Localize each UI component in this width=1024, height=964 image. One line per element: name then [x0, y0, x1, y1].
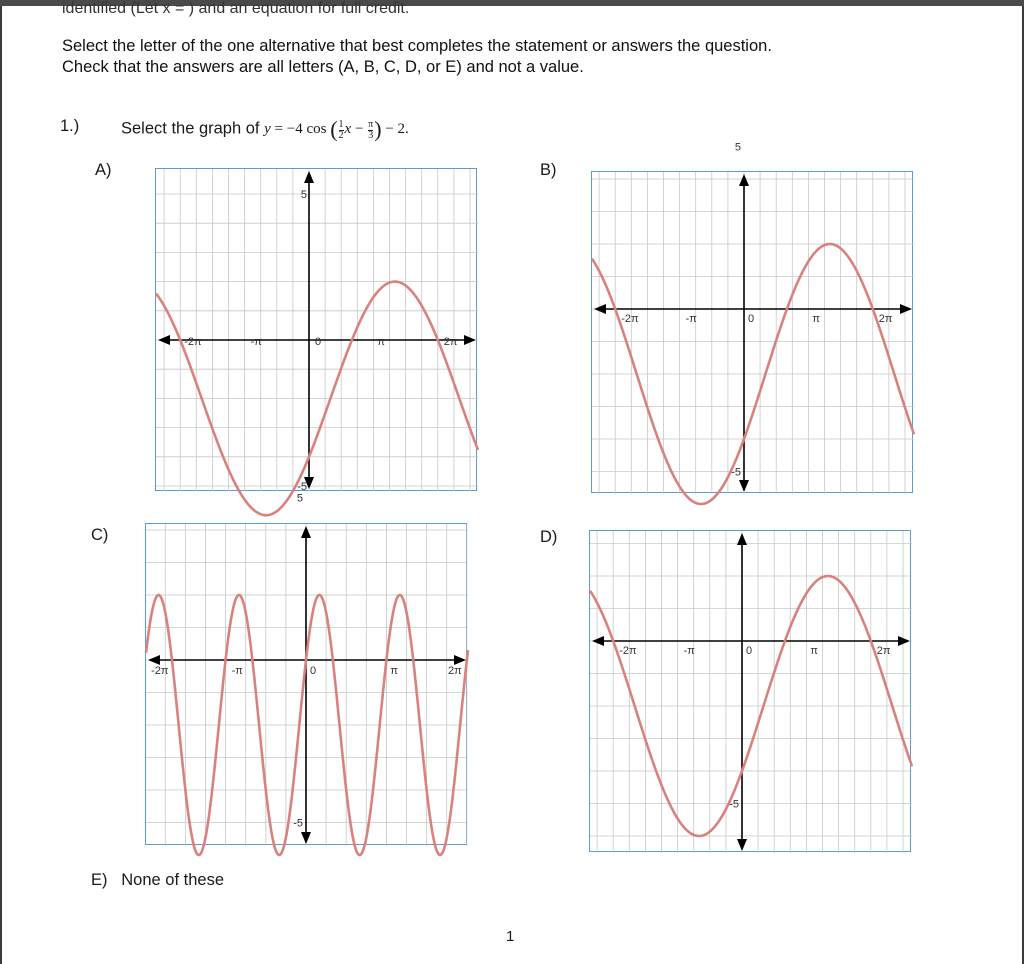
y-tick-label: 5	[734, 141, 741, 154]
x-axis-arrow-left	[594, 304, 606, 314]
x-tick-label: 2π	[876, 645, 891, 657]
eq-fraction-2	[368, 120, 373, 141]
option-d-plot	[590, 531, 912, 853]
eq-frac2-num: π	[368, 118, 374, 130]
grid	[592, 172, 914, 494]
y-axis-arrow-up	[301, 526, 311, 538]
x-tick-label: π	[377, 336, 385, 348]
x-tick-label: 0	[746, 645, 753, 657]
x-axis-arrow-right	[454, 655, 466, 665]
x-axis-arrow-left	[148, 655, 160, 665]
option-a-label[interactable]: A)	[95, 161, 112, 179]
x-tick-label: 2π	[443, 336, 458, 348]
x-tick-label: -2π	[621, 313, 639, 325]
eq-fraction-1	[339, 120, 344, 141]
page-number: 1	[506, 928, 515, 945]
option-a-plot	[156, 169, 478, 492]
option-a-graph[interactable]	[155, 168, 477, 491]
x-tick-label: -2π	[184, 336, 202, 348]
x-tick-label: -π	[683, 645, 695, 657]
option-d-label[interactable]: D)	[540, 528, 558, 546]
eq-frac1-num: 1	[338, 118, 344, 130]
eq-minus: −	[351, 121, 368, 138]
y-axis-arrow-up	[304, 171, 314, 183]
option-e[interactable]	[91, 871, 224, 890]
y-axis-arrow-down	[737, 839, 747, 851]
instruction-line-2: Check that the answers are all letters (A, B, C, D, or E) and not a value.	[62, 58, 584, 76]
eq-tail: − 2.	[381, 121, 409, 138]
x-tick-label: -π	[250, 336, 262, 348]
grid	[156, 169, 478, 491]
option-e-text: None of these	[121, 871, 225, 889]
x-axis-arrow-left	[592, 636, 604, 646]
x-tick-label: -π	[685, 313, 697, 325]
question-prompt	[121, 117, 409, 143]
eq-open-paren: (	[330, 117, 338, 142]
x-tick-label: 2π	[878, 313, 893, 325]
option-b-plot	[592, 141, 914, 494]
x-axis-arrow-right	[898, 636, 910, 646]
y-tick-label: -5	[293, 817, 303, 830]
x-tick-label: 0	[315, 336, 322, 348]
question-number: 1.)	[60, 117, 80, 135]
x-tick-label: -π	[231, 665, 243, 677]
option-d-graph[interactable]	[589, 530, 911, 852]
option-e-label[interactable]: E)	[91, 871, 108, 889]
option-c-plot	[146, 492, 468, 846]
page-left-edge	[0, 6, 2, 964]
x-axis-arrow-right	[900, 304, 912, 314]
grid	[590, 531, 912, 853]
x-tick-label: π	[812, 313, 820, 325]
y-tick-label: 5	[296, 492, 303, 505]
y-axis-arrow-up	[737, 533, 747, 545]
option-b-label[interactable]: B)	[540, 161, 557, 179]
y-axis-arrow-down	[301, 832, 311, 844]
x-tick-label: -2π	[151, 665, 169, 677]
instruction-line-1: Select the letter of the one alternative that best completes the statement or answers the question.	[62, 37, 772, 55]
x-tick-label: π	[810, 645, 818, 657]
question-prompt-text: Select the graph of	[121, 119, 260, 138]
eq-close-paren: )	[374, 117, 382, 142]
option-c-label[interactable]: C)	[91, 526, 109, 544]
x-tick-label: 0	[748, 313, 755, 325]
x-tick-label: 2π	[448, 665, 462, 677]
x-tick-label: -2π	[619, 645, 637, 657]
y-axis-arrow-up	[739, 174, 749, 186]
x-tick-label: π	[390, 665, 399, 677]
x-tick-label: 0	[310, 665, 317, 677]
y-tick-label: -5	[729, 798, 739, 811]
cut-off-header-text: identified (Let x = ) and an equation for full credit.	[62, 0, 410, 17]
eq-lhs: y	[264, 121, 271, 138]
option-c-graph[interactable]	[145, 492, 467, 845]
eq-frac2-den: 3	[368, 129, 374, 141]
y-axis-arrow-down	[739, 480, 749, 492]
grid	[146, 524, 468, 846]
question-equation	[264, 117, 409, 142]
option-b-graph[interactable]	[591, 141, 913, 493]
eq-cos: = −4 cos	[270, 121, 327, 138]
y-tick-label: 5	[300, 189, 307, 201]
y-tick-label: -5	[731, 466, 741, 479]
eq-frac1-den: 2	[338, 129, 344, 141]
y-tick-label: -5	[297, 481, 307, 493]
eq-var: x	[344, 121, 352, 138]
